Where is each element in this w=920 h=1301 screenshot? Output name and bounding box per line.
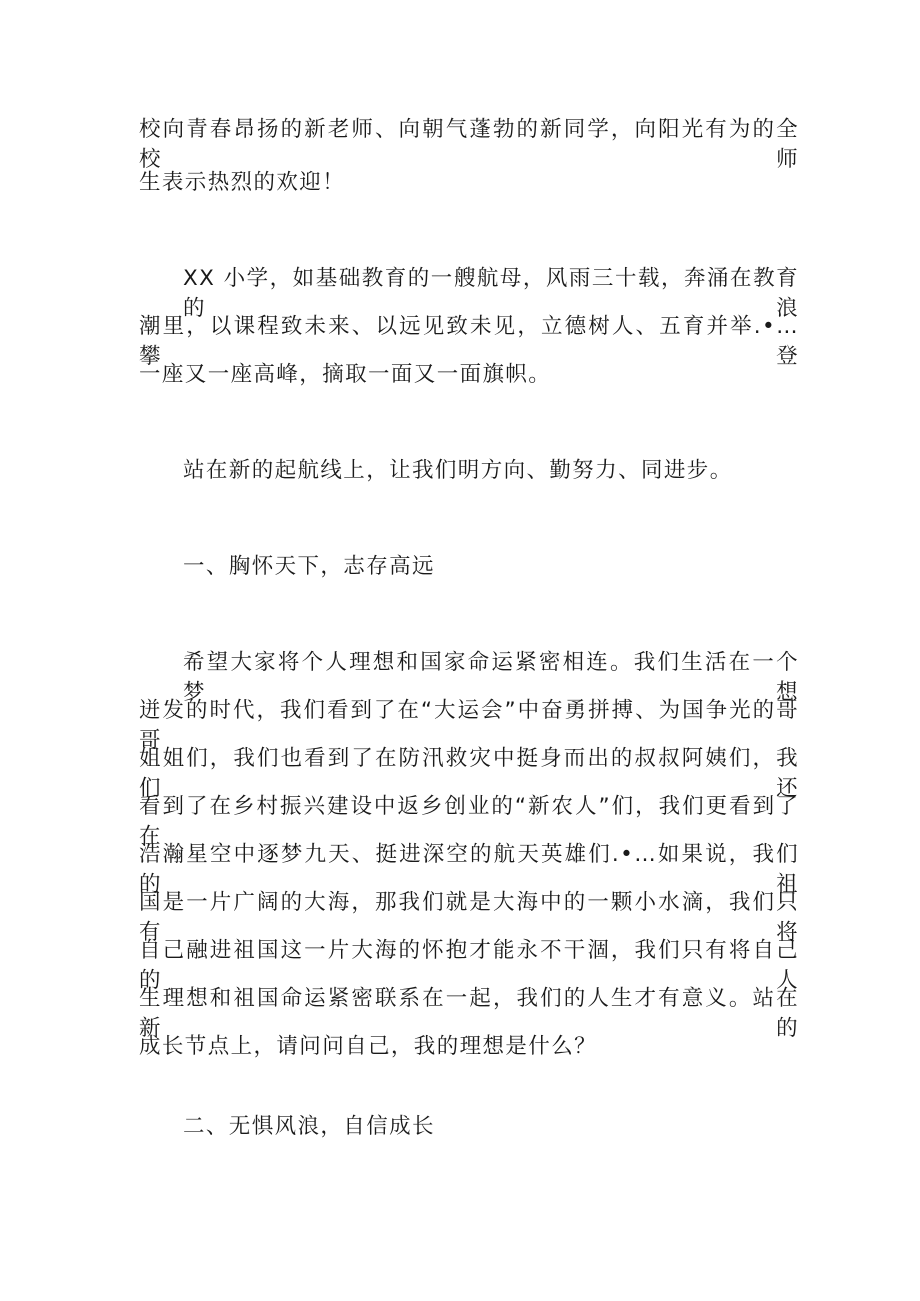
section-heading-1: 一、胸怀天下，志存高远 (183, 554, 435, 579)
paragraph-4-line-3: 姐姐们，我们也看到了在防汛救灾中挺身而出的叔叔阿姨们，我们还 (139, 746, 799, 801)
paragraph-2-line-3: 一座又一座高峰，摘取一面又一面旗帜。 (139, 362, 552, 387)
paragraph-4-line-8: 生理想和祖国命运紧密联系在一起，我们的人生才有意义。站在新的 (139, 986, 799, 1041)
paragraph-4-line-2: 迸发的时代，我们看到了在“大运会”中奋勇拼搏、为国争光的哥哥 (139, 698, 799, 753)
paragraph-4-line-5: 浩瀚星空中逐梦九天、挺进深空的航天英雄们.•…如果说，我们的祖 (139, 842, 799, 897)
paragraph-1-line-2: 生表示热烈的欢迎！ (139, 170, 346, 195)
paragraph-4-line-4: 看到了在乡村振兴建设中返乡创业的“新农人”们，我们更看到了在 (139, 794, 799, 849)
paragraph-2-line-2: 潮里，以课程致未来、以远见致未见，立德树人、五育并举.•…攀登 (139, 314, 799, 369)
paragraph-4-line-1: 希望大家将个人理想和国家命运紧密相连。我们生活在一个梦想 (183, 650, 799, 705)
paragraph-2-line-1: XX 小学，如基础教育的一艘航母，风雨三十载，奔涌在教育的浪 (183, 266, 799, 321)
paragraph-3-line-1: 站在新的起航线上，让我们明方向、勤努力、同进步。 (183, 458, 733, 483)
paragraph-4-line-6: 国是一片广阔的大海，那我们就是大海中的一颗小水滴，我们只有将 (139, 890, 799, 945)
paragraph-1-line-1: 校向青春昂扬的新老师、向朝气蓬勃的新同学，向阳光有为的全校师 (139, 117, 799, 172)
section-heading-2: 二、无惧风浪，自信成长 (183, 1114, 435, 1139)
paragraph-4-line-7: 自己融进祖国这一片大海的怀抱才能永不干涸，我们只有将自己的人 (139, 938, 799, 993)
paragraph-4-line-9: 成长节点上，请问问自己，我的理想是什么？ (139, 1034, 598, 1059)
